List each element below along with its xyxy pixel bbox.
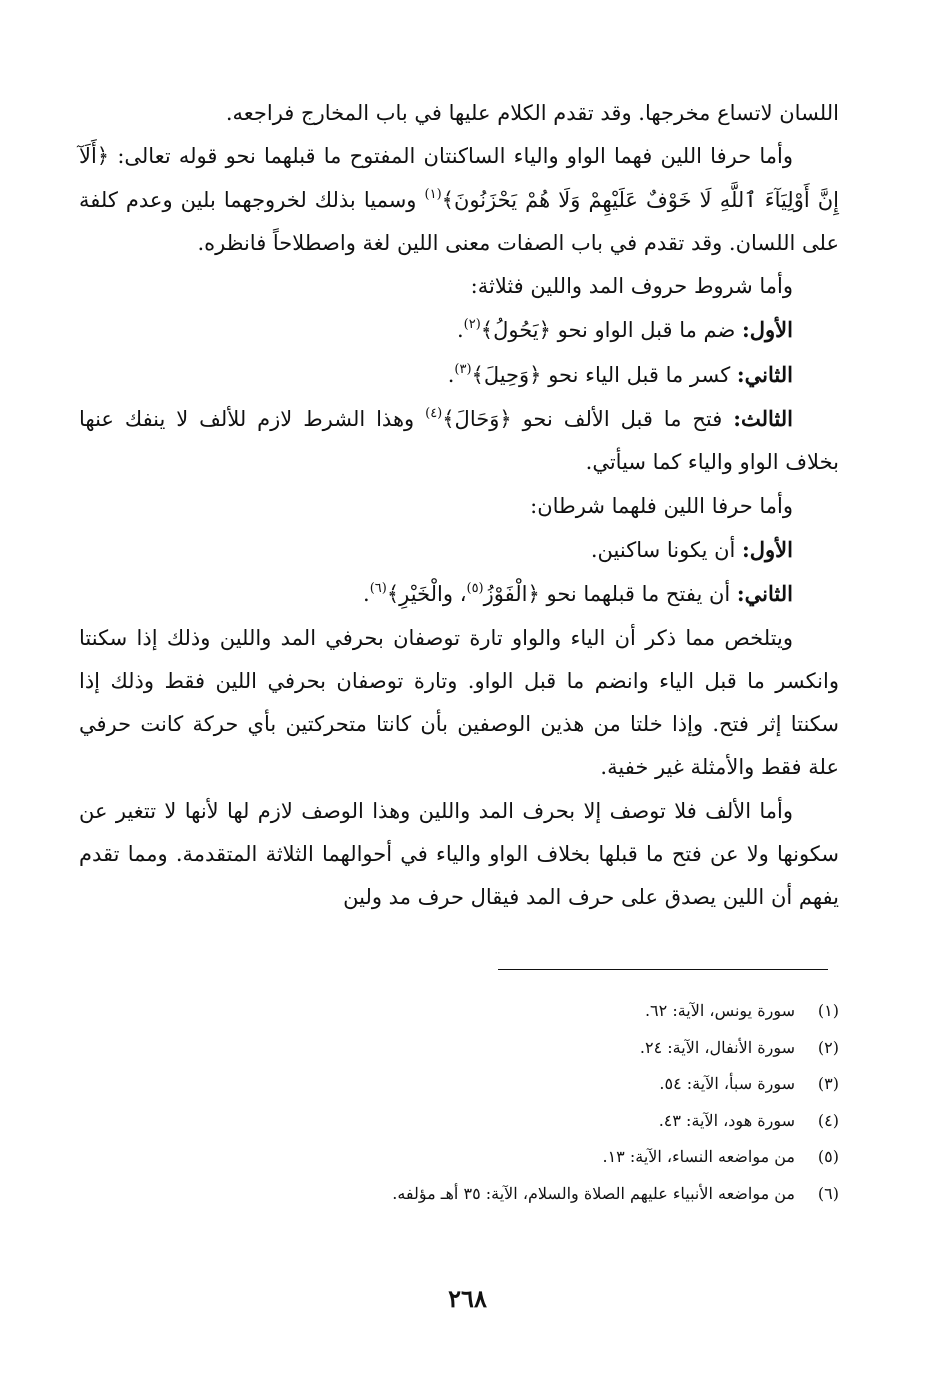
lin-condition-2: الثاني: أن يفتح ما قبلهما نحو ﴿الْفَوْزُ$^{(٥)}$، والْخَيْرِ﴾$^{(٦)}$.: [363, 581, 793, 607]
paragraph-2: وأما حرفا اللين فهما الواو والياء الساكنتان المفتوح ما قبلهما نحو قوله تعالى: ﴿أَلَآ إِنَّ أَوْلِيَآءَ ٱللَّهِ لَا خَوْفٌ عَلَيْهِمْ وَلَا هُمْ يَحْزَنُونَ﴾$^{(١)}$ وسميا بذلك لخروجهما بلين وعدم كلفة على اللسان. وقد تقدم في باب الصفات معنى اللين لغة واصطلاحاً فانظره.: [79, 144, 839, 255]
footnote-item: (٤)سورة هود، الآية: ٤٣.: [658, 1110, 839, 1130]
footnote-item: (٢)سورة الأنفال، الآية: ٢٤.: [639, 1037, 839, 1057]
footnote-item: (٥)من مواضعه النساء، الآية: ١٣.: [602, 1147, 839, 1166]
footnote-ref-5[interactable]: (٥): [466, 581, 484, 597]
footnote-divider: [498, 969, 828, 970]
footnotes: [79, 993, 839, 1212]
quran-verse: ﴿أَلَآ إِنَّ أَوْلِيَآءَ ٱللَّهِ لَا خَوْفٌ عَلَيْهِمْ وَلَا هُمْ يَحْزَنُونَ﴾: [79, 144, 839, 212]
footnote-item: (١)سورة يونس، الآية: ٦٢.: [644, 1001, 839, 1020]
paragraph-6: وأما الألف فلا توصف إلا بحرف المد واللين وهذا الوصف لازم لها لأنها لا تتغير عن سكونها ولا عن فتح ما قبلها بخلاف الواو والياء في أحوالهما الثلاثة المتقدمة. ومما تقدم يفهم أن اللين يصدق على حرف المد فيقال حرف مد ولين: [79, 798, 839, 910]
footnote-item: (٣)سورة سبأ، الآية: ٥٤.: [659, 1074, 839, 1093]
condition-2: الثاني: كسر ما قبل الياء نحو ﴿وَحِيلَ﴾$^{(٣)}$.: [447, 361, 793, 387]
main-text: [79, 92, 839, 920]
condition-3: الثالث: فتح ما قبل الألف نحو ﴿وَحَالَ﴾$^{(٤)}$ وهذا الشرط لازم للألف لا ينفك عنها بخلاف الواو والياء كما سيأتي.: [79, 406, 839, 475]
footnote-ref-2[interactable]: (٢): [463, 317, 481, 333]
paragraph-4: وأما حرفا اللين فلهما شرطان:: [530, 493, 793, 518]
paragraph-3: وأما شروط حروف المد واللين فثلاثة:: [470, 274, 793, 299]
footnote-item: (٦)من مواضعه الأنبياء عليهم الصلاة والسلام، الآية: ٣٥ أهـ مؤلفه.: [392, 1183, 839, 1203]
lin-condition-1: الأول: أن يكونا ساكنين.: [590, 536, 793, 562]
page-number: ٢٦٨: [448, 1284, 487, 1313]
paragraph-1: اللسان لاتساع مخرجها. وقد تقدم الكلام عليها في باب المخارج فراجعه.: [225, 101, 839, 125]
condition-1: الأول: ضم ما قبل الواو نحو ﴿يَحُولُ﴾$^{(٢)}$.: [456, 317, 793, 343]
footnote-ref-4[interactable]: (٤): [425, 406, 443, 422]
footnote-ref-1[interactable]: (١): [424, 186, 442, 202]
footnote-ref-3[interactable]: (٣): [454, 361, 472, 377]
paragraph-5: ويتلخص مما ذكر أن الياء والواو تارة توصفان بحرفي المد واللين وذلك إذا سكنتا وانكسر ما قبل الياء وانضم ما قبل الواو. وتارة توصفان بحرفي اللين فقط وذلك إذا سكنتا إثر فتح. وإذا خلتا من هذين الوصفين بأن كانتا متحركتين بأي حركة كانت حرفي علة فقط والأمثلة غير خفية.: [79, 625, 839, 780]
footnote-ref-6[interactable]: (٦): [369, 581, 387, 597]
